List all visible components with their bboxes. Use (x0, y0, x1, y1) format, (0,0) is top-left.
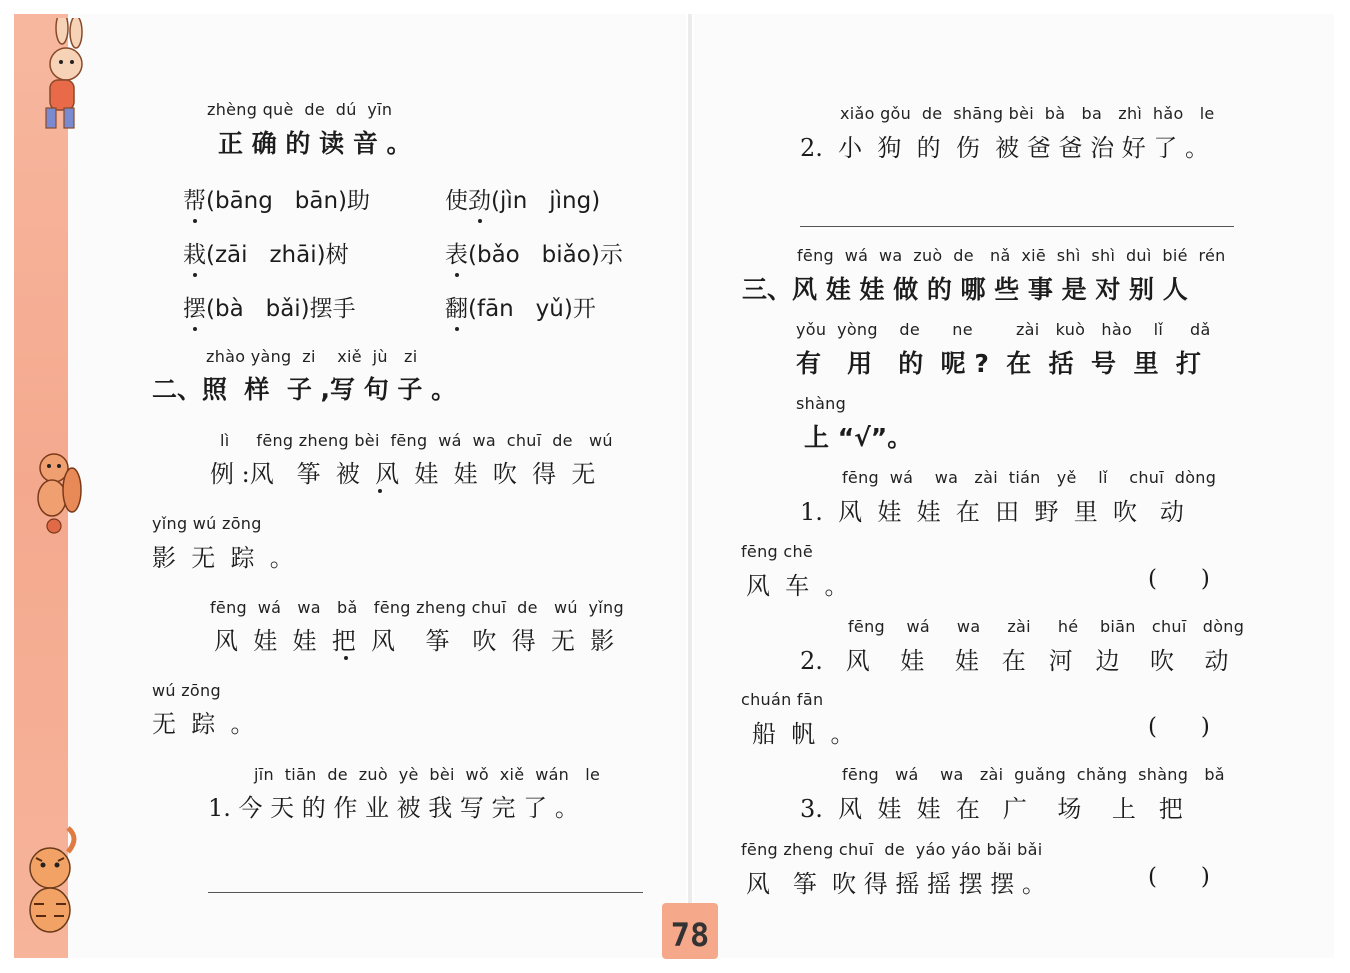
option-2a-tail: 树 (325, 242, 349, 268)
q3-line1: 三、风 娃 娃 做 的 哪 些 事 是 对 别 人 (742, 275, 1188, 304)
answer-line-1[interactable] (208, 892, 643, 893)
answer-parens-3[interactable]: ( ) (1148, 864, 1210, 890)
example-line4: 无 踪 。 (152, 710, 255, 738)
page-fold (688, 14, 692, 958)
squirrel-icon (16, 446, 86, 536)
q2-title: 二、照 样 子 ,写 句 子 。 (152, 375, 457, 404)
item1-pinyin: jīn tiān de zuò yè bèi wǒ xiě wán le (254, 765, 601, 784)
r-item1-text: 1. 风 娃 娃 在 田 野 里 吹 动 (800, 498, 1184, 526)
answer-parens-2[interactable]: ( ) (1148, 714, 1210, 740)
option-2b-char: 表 (445, 242, 468, 268)
option-1b-char: 使 (445, 188, 468, 214)
option-2b-tail: 示 (599, 242, 623, 268)
emphasis-dot (344, 637, 348, 651)
answer-parens-1[interactable]: ( ) (1148, 566, 1210, 592)
example-line3: 风 娃 娃 把 风 筝 吹 得 无 影 (214, 627, 615, 655)
r-item3-pinyin: fēng wá wa zài guǎng chǎng shàng bǎ (842, 765, 1225, 784)
r-item2-tail-pinyin: chuán fān (741, 690, 824, 709)
r-item1-tail-pinyin: fēng chē (741, 542, 814, 561)
q3-line3: 上 “√”。 (804, 423, 913, 452)
r-item1-tail: 风 车 。 (746, 572, 849, 600)
answer-line-2[interactable] (800, 226, 1234, 227)
q3-line3-pinyin: shàng (796, 394, 847, 413)
r-item2-pinyin: fēng wá wa zài hé biān chuī dòng (848, 617, 1245, 636)
item2-pinyin: xiǎo gǒu de shāng bèi bà ba zhì hǎo le (840, 104, 1215, 123)
option-1b-choices[interactable]: (jìn jìng) (491, 188, 601, 214)
item2-text: 2. 小 狗 的 伤 被 爸 爸 治 好 了 。 (800, 134, 1209, 162)
option-3a-tail: 摆手 (309, 296, 356, 322)
option-1a (183, 182, 370, 215)
example-line3-pinyin: fēng wá wa bǎ fēng zheng chuī de wú yǐng (210, 598, 624, 617)
q3-line2: 有 用 的 呢 ? 在 括 号 里 打 (796, 349, 1201, 378)
option-3b (445, 290, 596, 323)
option-1a-choices[interactable]: (bāng bān) (206, 188, 348, 214)
r-item2-tail: 船 帆 。 (752, 720, 855, 748)
q1-title: 正 确 的 读 音 。 (218, 129, 412, 158)
q1-title-pinyin: zhèng què de dú yīn (207, 100, 393, 119)
q3-line1-pinyin: fēng wá wa zuò de nǎ xiē shì shì duì bié rén (797, 246, 1226, 265)
option-3a-choices[interactable]: (bà bǎi) (206, 296, 310, 322)
example-line1: 例 :风 筝 被 风 娃 娃 吹 得 无 (210, 460, 596, 488)
option-2a (183, 236, 349, 269)
option-3b-choices[interactable]: (fān yǔ) (468, 296, 573, 322)
r-item3-tail: 风 筝 吹 得 摇 摇 摆 摆 。 (746, 870, 1046, 898)
page-number: 78 (662, 903, 718, 959)
option-2a-char: 栽 (183, 242, 206, 268)
option-1b-mid: 劲 (468, 188, 491, 214)
option-1a-tail: 助 (347, 188, 371, 214)
option-1b (445, 182, 600, 215)
option-3b-char: 翻 (445, 296, 468, 322)
example-line1-pinyin: lì fēng zheng bèi fēng wá wa chuī de wú (220, 431, 613, 450)
tiger-icon (18, 818, 84, 936)
example-line2-pinyin: yǐng wú zōng (152, 514, 262, 533)
q2-title-pinyin: zhào yàng zi xiě jù zi (206, 347, 418, 366)
option-2a-choices[interactable]: (zāi zhāi) (206, 242, 326, 268)
r-item2-text: 2. 风 娃 娃 在 河 边 吹 动 (800, 647, 1229, 675)
r-item3-text: 3. 风 娃 娃 在 广 场 上 把 (800, 795, 1183, 823)
option-2b (445, 236, 623, 269)
example-line2: 影 无 踪 。 (152, 544, 294, 572)
q3-line2-pinyin: yǒu yòng de ne zài kuò hào lǐ dǎ (796, 320, 1211, 339)
item1-text: 1. 今 天 的 作 业 被 我 写 完 了 。 (208, 794, 579, 822)
rabbit-icon (16, 18, 90, 134)
option-2b-choices[interactable]: (bǎo biǎo) (468, 242, 600, 268)
option-3a (183, 290, 356, 323)
option-3a-char: 摆 (183, 296, 206, 322)
r-item3-tail-pinyin: fēng zheng chuī de yáo yáo bǎi bǎi (741, 840, 1043, 859)
option-1a-char: 帮 (183, 188, 206, 214)
emphasis-dot (378, 470, 382, 484)
example-line4-pinyin: wú zōng (152, 681, 221, 700)
r-item1-pinyin: fēng wá wa zài tián yě lǐ chuī dòng (842, 468, 1217, 487)
option-3b-tail: 开 (572, 296, 596, 322)
